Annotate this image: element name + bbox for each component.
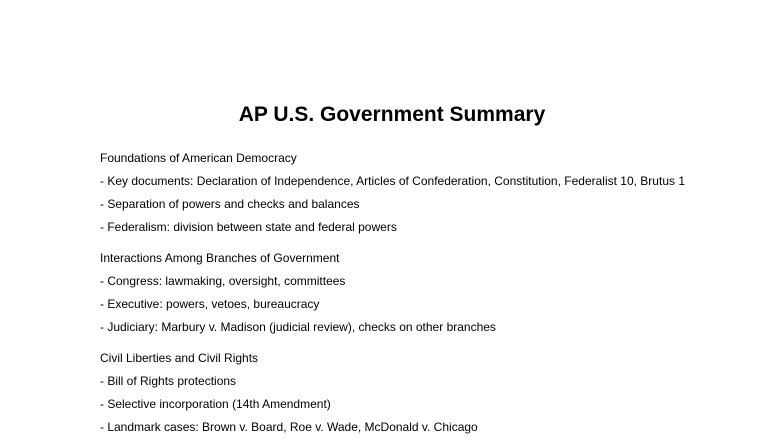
section-heading: Foundations of American Democracy [100, 151, 297, 165]
section-heading: Interactions Among Branches of Government [100, 251, 340, 265]
bullet-line: - Key documents: Declaration of Independence, Articles of Confederation, Constitution, Federalist 10, Brutus 1 [100, 174, 685, 188]
bullet-line: - Federalism: division between state and federal powers [100, 220, 397, 234]
bullet-line: - Landmark cases: Brown v. Board, Roe v. Wade, McDonald v. Chicago [100, 420, 478, 434]
bullet-line: - Executive: powers, vetoes, bureaucracy [100, 297, 320, 311]
document-title: AP U.S. Government Summary [238, 103, 546, 126]
bullet-line: - Congress: lawmaking, oversight, committees [100, 274, 346, 288]
document-body [100, 152, 690, 441]
section-civil-liberties [100, 352, 690, 434]
bullet-line: - Bill of Rights protections [100, 374, 237, 388]
section-branches [100, 252, 690, 334]
section-heading: Civil Liberties and Civil Rights [100, 351, 259, 365]
bullet-line: - Selective incorporation (14th Amendment) [100, 397, 331, 411]
bullet-line: - Separation of powers and checks and balances [100, 197, 360, 211]
section-foundations [100, 152, 690, 234]
bullet-line: - Judiciary: Marbury v. Madison (judicial review), checks on other branches [100, 320, 496, 334]
